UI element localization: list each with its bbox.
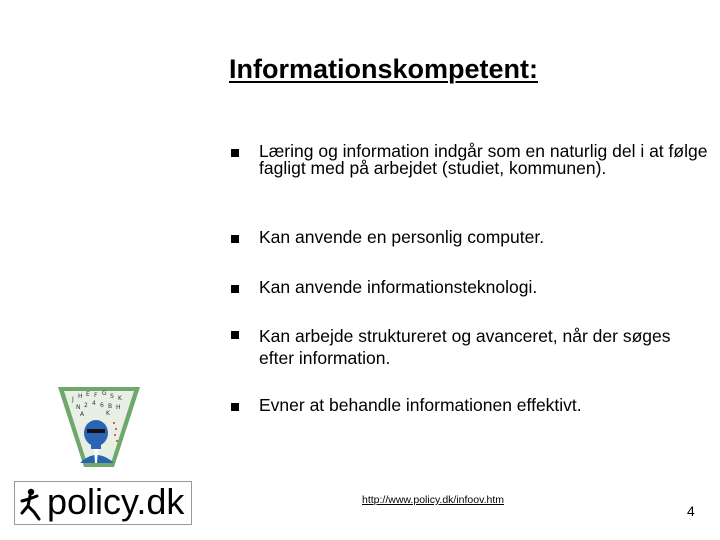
svg-text:H: H [116,404,121,411]
bullet-text: Læring og information indgår som en naturlig del i at følge fagligt med på arbejdet (studiet, kommunen). [259,141,708,178]
square-bullet-icon [231,403,239,411]
bullet-text: Kan arbejde struktureret og avanceret, når der søges efter information. [259,326,671,368]
svg-text:F: F [94,392,98,399]
svg-text:G: G [102,390,107,397]
svg-text:S: S [110,393,114,400]
svg-text:N: N [76,404,81,411]
running-figure-icon [17,487,45,521]
svg-text:K: K [106,410,110,417]
square-bullet-icon [231,285,239,293]
svg-text:4: 4 [92,400,96,407]
svg-text:K: K [118,395,122,402]
bullet-text: Evner at behandle informationen effektivt. [259,395,582,415]
footer-link[interactable]: http://www.policy.dk/infoov.htm [362,494,505,506]
slide-title: Informationskompetent: [229,54,539,84]
svg-text:H: H [78,393,83,400]
svg-text:A: A [80,411,85,418]
square-bullet-icon [231,149,239,157]
square-bullet-icon [231,235,239,243]
head-with-letters-shield-icon [58,387,140,467]
bullet-text: Kan anvende en personlig computer. [259,227,545,247]
page-number: 4 [687,503,695,519]
svg-text:E: E [86,391,90,398]
logo-text: policy.dk [47,481,185,522]
svg-text:B: B [108,403,113,410]
policy-dk-logo [14,481,194,527]
square-bullet-icon [231,331,239,339]
svg-text:6: 6 [100,402,104,409]
svg-text:J: J [72,396,74,403]
svg-text:2: 2 [84,402,88,409]
bullet-text: Kan anvende informationsteknologi. [259,277,538,297]
